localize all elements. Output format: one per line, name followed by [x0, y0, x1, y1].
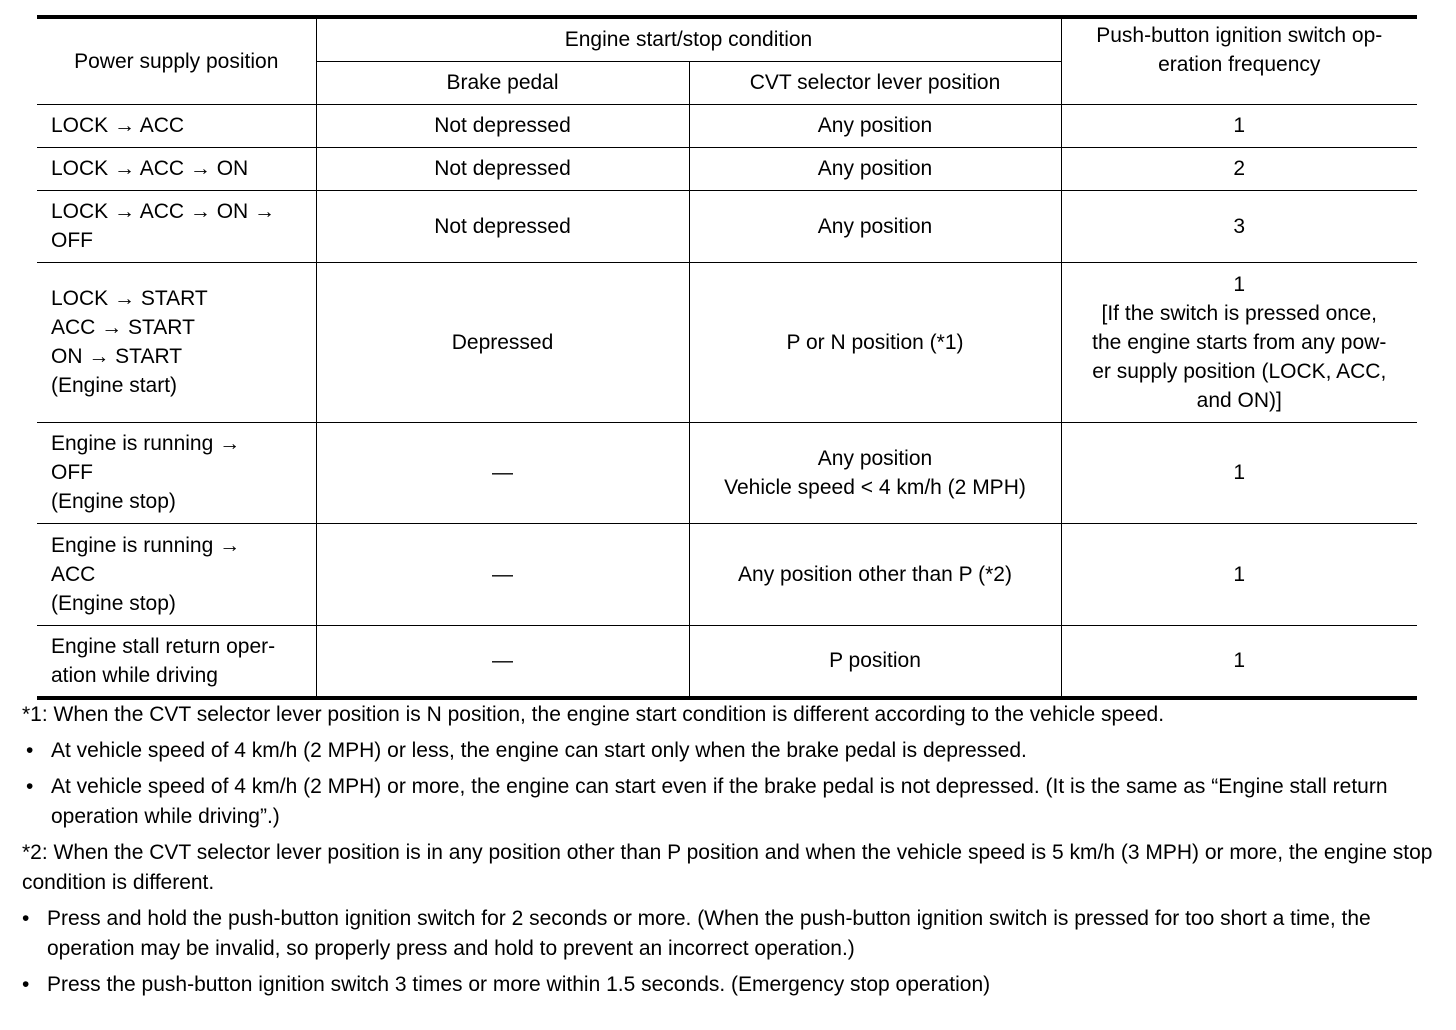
cell-frequency: 1 [If the switch is pressed once, the engine starts from any pow- er supply position (LOCK, ACC, and ON)]	[1061, 262, 1417, 422]
table-row	[37, 190, 1417, 262]
cell-brake: —	[316, 523, 689, 625]
bullet-text: At vehicle speed of 4 km/h (2 MPH) or less, the engine can start only when the brake pedal is depressed.	[51, 739, 1027, 762]
header-operation-frequency: Push-button ignition switch op- eration frequency	[1061, 17, 1417, 104]
footnote-2-bullet	[22, 970, 1434, 1000]
table-row	[37, 104, 1417, 147]
engine-start-stop-table	[37, 15, 1417, 700]
table-row	[37, 147, 1417, 190]
footnote-1-bullet	[22, 772, 1434, 832]
cell-cvt: Any position	[689, 147, 1061, 190]
cell-cvt: P or N position (*1)	[689, 262, 1061, 422]
bullet-icon: •	[26, 739, 34, 762]
cell-cvt: Any position other than P (*2)	[689, 523, 1061, 625]
cell-frequency: 1	[1061, 422, 1417, 523]
table-row	[37, 262, 1417, 422]
cell-brake: Not depressed	[316, 190, 689, 262]
cell-brake: —	[316, 625, 689, 698]
cell-frequency: 1	[1061, 104, 1417, 147]
header-engine-condition: Engine start/stop condition	[316, 17, 1061, 61]
header-brake-pedal: Brake pedal	[316, 61, 689, 104]
cell-frequency: 1	[1061, 625, 1417, 698]
table-row	[37, 523, 1417, 625]
cell-position: Engine stall return oper- ation while driving	[37, 625, 316, 698]
bullet-icon: •	[22, 973, 30, 996]
cell-frequency: 1	[1061, 523, 1417, 625]
bullet-text: At vehicle speed of 4 km/h (2 MPH) or more, the engine can start even if the brake pedal is not depressed. (It is the same as “Engine stall return operation while driving”.)	[51, 775, 1388, 828]
cell-position: LOCK → START ACC → START ON → START (Engine start)	[37, 262, 316, 422]
bullet-icon: •	[26, 775, 34, 798]
cell-position: Engine is running → OFF (Engine stop)	[37, 422, 316, 523]
cell-cvt: Any position Vehicle speed < 4 km/h (2 MPH)	[689, 422, 1061, 523]
cell-frequency: 2	[1061, 147, 1417, 190]
cell-position: LOCK → ACC	[37, 104, 316, 147]
cell-position: LOCK → ACC → ON → OFF	[37, 190, 316, 262]
footnotes	[22, 700, 1434, 1006]
bullet-text: Press the push-button ignition switch 3 times or more within 1.5 seconds. (Emergency stop operation)	[47, 973, 991, 996]
footnote-2: *2: When the CVT selector lever position is in any position other than P position and when the vehicle speed is 5 km/h (3 MPH) or more, the engine stop condition is different.	[22, 841, 1433, 894]
cell-cvt: Any position	[689, 190, 1061, 262]
cell-brake: —	[316, 422, 689, 523]
header-power-supply-position: Power supply position	[37, 17, 316, 104]
cell-cvt: P position	[689, 625, 1061, 698]
table-row	[37, 422, 1417, 523]
cell-brake: Depressed	[316, 262, 689, 422]
header-cvt-position: CVT selector lever position	[689, 61, 1061, 104]
cell-brake: Not depressed	[316, 104, 689, 147]
cell-brake: Not depressed	[316, 147, 689, 190]
table-row	[37, 625, 1417, 698]
cell-frequency: 3	[1061, 190, 1417, 262]
bullet-text: Press and hold the push-button ignition switch for 2 seconds or more. (When the push-button ignition switch is pressed for too short a time, the operation may be invalid, so properly press and hold to prevent an incorrect operation.)	[47, 907, 1371, 960]
cell-cvt: Any position	[689, 104, 1061, 147]
footnote-2-bullet	[22, 904, 1434, 964]
cell-position: LOCK → ACC → ON	[37, 147, 316, 190]
cell-position: Engine is running → ACC (Engine stop)	[37, 523, 316, 625]
footnote-1: *1: When the CVT selector lever position is N position, the engine start condition is different according to the vehicle speed.	[22, 703, 1165, 726]
bullet-icon: •	[22, 907, 30, 930]
footnote-1-bullet	[22, 736, 1434, 766]
